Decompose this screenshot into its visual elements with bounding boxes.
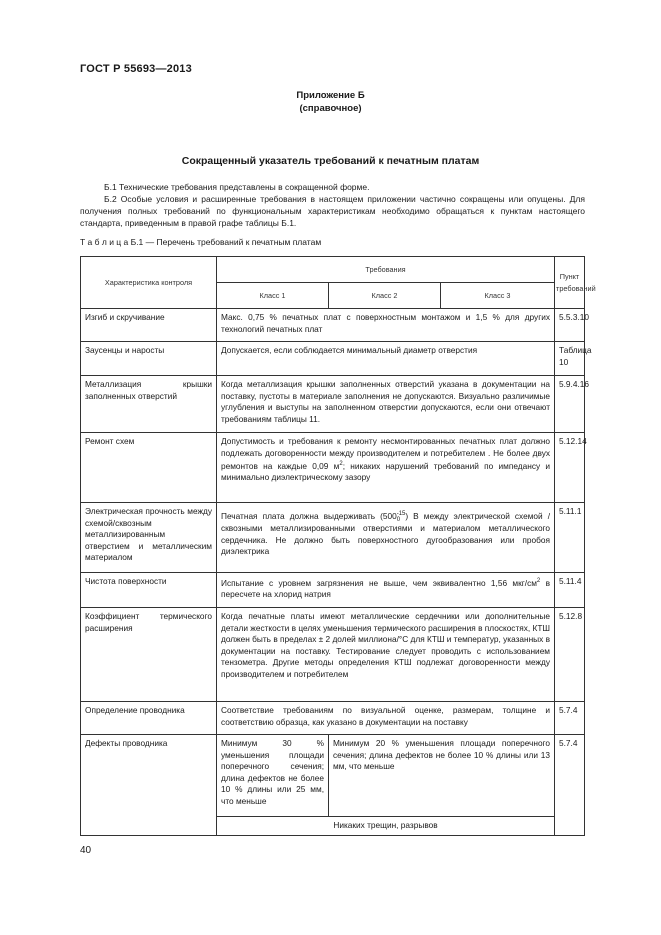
appendix-label: Приложение Б	[296, 90, 365, 101]
row-requirement: Соответствие требованиям по визуальной оценке, размерам, толщине и соответствию образца, как указано в документации на поставку	[217, 702, 555, 735]
row-clause: 5.7.4	[555, 735, 585, 836]
row-characteristic: Металлизация крышки заполненных отверстий	[81, 376, 217, 433]
table-row	[81, 309, 585, 342]
row-requirement: Печатная плата должна выдерживать (500 -15 0 ) В между электрической схемой / сквозными металлизированными отверстиями и материалом металлического сердечника. Не должно быть поверхностного дугообразования или пробоя диэлектрика	[217, 503, 555, 573]
header-characteristic: Характеристика контроля	[81, 257, 217, 309]
header-requirements: Требования	[217, 257, 555, 283]
row-clause: 5.11.1	[555, 503, 585, 573]
row-clause: 5.5.3.10	[555, 309, 585, 342]
row-requirement: Допускается, если соблюдается минимальный диаметр отверстия	[217, 342, 555, 376]
row-characteristic: Определение проводника	[81, 702, 217, 735]
row-requirement: Макс. 0,75 % печатных плат с поверхностным монтажом и 1,5 % для других технологий печатных плат	[217, 309, 555, 342]
header-clause: Пункт требований	[555, 257, 585, 309]
section-title: Сокращенный указатель требований к печатным платам	[181, 155, 480, 167]
row-clause: 5.12.8	[555, 608, 585, 702]
row-requirement-all: Никаких трещин, разрывов	[217, 817, 555, 836]
table-row	[81, 376, 585, 433]
table-row	[81, 503, 585, 573]
page-number: 40	[80, 845, 92, 856]
row-clause: 5.7.4	[555, 702, 585, 735]
row-requirement-class1: Минимум 30 % уменьшения площади поперечного сечения; длина дефектов не более 10 % длины или 25 мм, что меньше	[217, 735, 329, 817]
row-requirement-class23: Минимум 20 % уменьшения площади поперечного сечения; длина дефектов не более 10 % длины или 13 мм, что меньше	[329, 735, 555, 817]
table-row	[81, 342, 585, 376]
row-clause: Таблица 10	[555, 342, 585, 376]
row-requirement: Допустимость и требования к ремонту несмонтированных печатных плат должно подлежать договоренности между производителем и потребителем . Не более двух ремонтов на каждые 0,09 $м^2$; никаких нарушений требований по импедансу и минимально диэлектрическому зазору	[217, 433, 555, 503]
row-characteristic: Заусенцы и наросты	[81, 342, 217, 376]
row-characteristic: Коэффициент термического расширения	[81, 608, 217, 702]
paragraph-b1: Б.1 Технические требования представлены в сокращенной форме.	[104, 182, 370, 192]
appendix-type: (справочное)	[299, 103, 362, 114]
row-characteristic: Дефекты проводника	[81, 735, 217, 836]
row-characteristic: Чистота поверхности	[81, 573, 217, 608]
row-requirement: Когда печатные платы имеют металлические сердечники или дополнительные детали жесткости в целях уменьшения термического расширения в плоскостях, КТШ должен быть в пределах ± 2 долей миллиона/°С для КТШ и температур, указанных в документации на поставку. Тестирование следует проводить с использованием тензометра. Другие методы определения КТШ подлежат договоренности между производителем и потребителем	[217, 608, 555, 702]
paragraph-b2: Б.2 Особые условия и расширенные требования в настоящем приложении частично сокращены или опущены. Для получения полных требований по функциональным характеристикам необходимо обращаться к пунктам настоящего стандарта, приведенным в правой графе таблицы Б.1.	[80, 194, 585, 228]
row-clause: 5.12.14	[555, 433, 585, 503]
table-row	[81, 433, 585, 503]
row-characteristic: Изгиб и скручивание	[81, 309, 217, 342]
requirements-table	[80, 256, 596, 836]
document-header: ГОСТ Р 55693—2013	[80, 63, 192, 75]
table-caption: Т а б л и ц а Б.1 — Перечень требований к печатным платам	[80, 237, 322, 247]
row-clause: 5.9.4.16	[555, 376, 585, 433]
row-requirement: Испытание с уровнем загрязнения не выше, чем эквивалентно 1,56 мкг/$см^2$ в пересчете на хлорид натрия	[217, 573, 555, 608]
header-class2: Класс 2	[329, 283, 441, 309]
table-row	[81, 573, 585, 608]
table-row	[81, 608, 585, 702]
table-row	[81, 702, 585, 735]
header-class3: Класс 3	[441, 283, 555, 309]
row-characteristic: Ремонт схем	[81, 433, 217, 503]
header-class1: Класс 1	[217, 283, 329, 309]
row-characteristic: Электрическая прочность между схемой/сквозным металлизированным отверстием и металлическим материалом	[81, 503, 217, 573]
row-requirement: Когда металлизация крышки заполненных отверстий указана в документации на поставку, пустоты в материале заполнения не допускаются. Визуально различимые углубления и выступы на заполненном отверстии допускаются, если они отвечают требованиям таблицы 11.	[217, 376, 555, 433]
table-row	[81, 735, 585, 817]
row-clause: 5.11.4	[555, 573, 585, 608]
